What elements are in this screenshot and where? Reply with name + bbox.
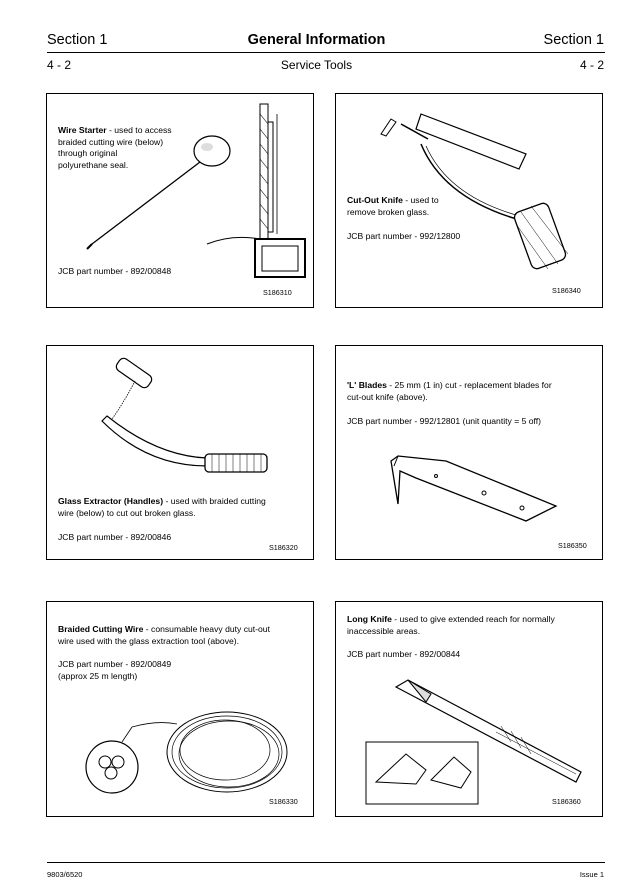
tool-description: Glass Extractor (Handles) - used with braided cutting wire (below) to cut out broken glass. — [58, 496, 266, 518]
braided-wire-illustration — [47, 602, 315, 818]
page-subtitle: Service Tools — [280, 58, 353, 72]
header-section-left: Section 1 — [47, 32, 108, 48]
part-number: JCB part number - 992/12800 — [347, 231, 461, 241]
tool-description: Braided Cutting Wire - consumable heavy duty cut-out wire used with the glass extraction tool (above). — [58, 624, 270, 646]
long-knife-illustration — [336, 602, 604, 818]
cut-out-knife-illustration — [336, 94, 604, 309]
wire-starter-illustration — [47, 94, 315, 309]
tool-description: Cut-Out Knife - used to remove broken glass. — [347, 195, 439, 217]
figure-code: S186310 — [263, 288, 292, 297]
page-title: General Information — [247, 32, 386, 48]
tool-description: Wire Starter - used to access braided cutting wire (below) through original polyurethane seal. — [58, 125, 172, 170]
tool-box-braided-cutting-wire — [46, 601, 314, 817]
part-number: JCB part number - 892/00849 — [58, 659, 172, 669]
part-number: JCB part number - 892/00848 — [58, 266, 172, 276]
tool-box-cut-out-knife — [335, 93, 603, 308]
glass-extractor-illustration — [47, 346, 315, 561]
figure-code: S186340 — [552, 286, 581, 295]
page-number-left: 4 - 2 — [47, 58, 72, 72]
tool-box-wire-starter — [46, 93, 314, 308]
header-rule — [47, 52, 605, 53]
tool-box-long-knife — [335, 601, 603, 817]
figure-code: S186320 — [269, 543, 298, 552]
part-number: JCB part number - 892/00844 — [347, 649, 461, 659]
footer-document-number: 9803/6520 — [47, 870, 83, 879]
tool-description: 'L' Blades - 25 mm (1 in) cut - replacement blades for cut-out knife (above). — [347, 380, 552, 402]
footer-issue: Issue 1 — [579, 870, 604, 879]
part-number: JCB part number - 892/00846 — [58, 532, 172, 542]
figure-code: S186350 — [558, 541, 587, 550]
tool-description: Long Knife - used to give extended reach for normally inaccessible areas. — [347, 614, 555, 636]
tool-box-glass-extractor — [46, 345, 314, 560]
figure-code: S186330 — [269, 797, 298, 806]
part-number: JCB part number - 992/12801 (unit quantity = 5 off) — [347, 416, 542, 426]
footer-rule — [47, 862, 605, 863]
tool-box-l-blades — [335, 345, 603, 560]
page-number-right: 4 - 2 — [579, 58, 604, 72]
figure-code: S186360 — [552, 797, 581, 806]
header-section-right: Section 1 — [543, 32, 604, 48]
l-blade-illustration — [336, 346, 604, 561]
part-note: (approx 25 m length) — [58, 671, 138, 681]
